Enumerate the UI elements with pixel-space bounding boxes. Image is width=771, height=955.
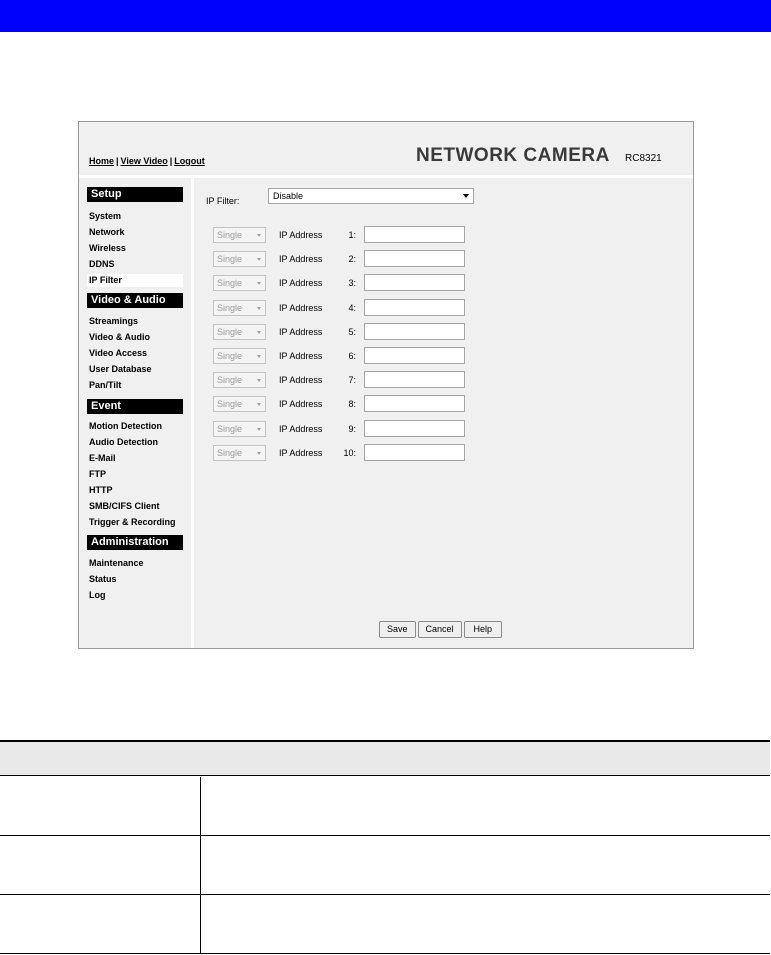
ip-address-number: 7: (348, 375, 356, 386)
chevron-down-icon (257, 258, 261, 261)
model-number: RC8321 (625, 153, 662, 164)
ip-address-label: IP Address (279, 230, 323, 240)
ip-address-input[interactable] (364, 420, 465, 437)
cancel-button[interactable]: Cancel (418, 621, 462, 638)
sidebar-item-smb-cifs-client[interactable]: SMB/CIFS Client (89, 501, 160, 511)
save-button[interactable]: Save (379, 621, 416, 638)
ip-mode-select[interactable] (213, 227, 266, 243)
sidebar-section-video-audio: Video & Audio (87, 293, 183, 308)
ip-address-number: 9: (348, 423, 356, 434)
sidebar-item-pan-tilt[interactable]: Pan/Tilt (89, 380, 122, 390)
form-buttons (379, 619, 504, 638)
column-divider (200, 895, 201, 954)
logout-link[interactable]: Logout (174, 156, 205, 166)
sidebar-item-video-audio[interactable]: Video & Audio (89, 332, 151, 342)
ip-address-label: IP Address (279, 375, 323, 386)
ip-mode-select[interactable] (213, 445, 266, 461)
ip-mode-select[interactable] (213, 324, 266, 340)
document-title-bar (0, 0, 771, 32)
chevron-down-icon (463, 194, 469, 198)
sidebar-item-email[interactable]: E-Mail (89, 453, 116, 463)
sidebar-item-streamings[interactable]: Streamings (89, 316, 139, 326)
ip-mode-value: Single (217, 254, 243, 265)
ip-address-number: 4: (348, 302, 356, 313)
sidebar-item-motion-detection[interactable]: Motion Detection (89, 421, 162, 431)
ip-address-number: 3: (348, 278, 356, 289)
sidebar-item-video-access[interactable]: Video Access (89, 348, 148, 358)
ip-address-number: 10: (343, 447, 356, 458)
nav-separator: | (116, 156, 119, 166)
ip-address-input[interactable] (364, 323, 465, 340)
ip-address-input[interactable] (364, 274, 465, 291)
ip-filter-label: IP Filter: (206, 196, 240, 206)
sidebar-item-user-database[interactable]: User Database (89, 364, 152, 374)
help-button[interactable]: Help (464, 621, 503, 638)
ip-mode-value: Single (217, 278, 243, 289)
chevron-down-icon (257, 355, 261, 358)
top-nav-links (89, 156, 205, 166)
ip-address-row (194, 299, 694, 317)
ip-address-input[interactable] (364, 299, 465, 316)
column-divider (200, 836, 201, 895)
ip-address-number: 5: (348, 326, 356, 337)
table-row (0, 836, 770, 895)
ip-mode-select[interactable] (213, 372, 266, 388)
sidebar-item-ddns[interactable]: DDNS (89, 259, 115, 269)
sidebar-item-audio-detection[interactable]: Audio Detection (89, 437, 158, 447)
ip-filter-value: Disable (273, 191, 304, 201)
sidebar-item-network[interactable]: Network (89, 227, 125, 237)
sidebar-item-wireless[interactable]: Wireless (89, 243, 126, 253)
ip-mode-value: Single (217, 230, 243, 240)
ip-mode-value: Single (217, 399, 243, 410)
chevron-down-icon (257, 331, 261, 334)
table-header-row (0, 740, 770, 776)
ip-address-input[interactable] (364, 226, 465, 243)
ip-mode-select[interactable] (213, 421, 266, 437)
ip-address-row (194, 274, 694, 292)
camera-web-ui (78, 121, 694, 649)
chevron-down-icon (257, 428, 261, 431)
chevron-down-icon (257, 234, 261, 237)
ip-address-number: 8: (348, 399, 356, 410)
ip-address-label: IP Address (279, 326, 323, 337)
ip-address-input[interactable] (364, 444, 465, 461)
ip-address-input[interactable] (364, 395, 465, 412)
ip-mode-value: Single (217, 423, 243, 434)
ip-address-number: 2: (348, 254, 356, 265)
table-row (0, 777, 770, 836)
ip-mode-select[interactable] (213, 300, 266, 316)
ip-address-label: IP Address (279, 423, 323, 434)
ip-address-label: IP Address (279, 278, 323, 289)
brand-title: NETWORK CAMERA (416, 145, 610, 166)
ip-address-row (194, 323, 694, 341)
ip-address-row (194, 395, 694, 413)
ip-address-row (194, 347, 694, 365)
ip-address-row (194, 371, 694, 389)
sidebar-item-http[interactable]: HTTP (89, 485, 113, 495)
sidebar-item-status[interactable]: Status (89, 574, 117, 584)
ip-mode-select[interactable] (213, 251, 266, 267)
chevron-down-icon (257, 403, 261, 406)
sidebar-item-log[interactable]: Log (89, 590, 106, 600)
ip-address-label: IP Address (279, 399, 323, 410)
chevron-down-icon (257, 379, 261, 382)
table-row (0, 895, 770, 954)
sidebar-item-maintenance[interactable]: Maintenance (89, 558, 144, 568)
ip-address-input[interactable] (364, 347, 465, 364)
view-video-link[interactable]: View Video (120, 156, 168, 166)
sidebar-section-setup: Setup (87, 187, 183, 202)
ip-mode-select[interactable] (213, 275, 266, 291)
ip-address-input[interactable] (364, 250, 465, 267)
ip-address-label: IP Address (279, 447, 323, 458)
ip-mode-value: Single (217, 326, 243, 337)
sidebar-section-administration: Administration (87, 535, 183, 550)
sidebar-item-system[interactable]: System (89, 211, 122, 221)
sidebar-item-trigger-recording[interactable]: Trigger & Recording (89, 517, 176, 527)
chevron-down-icon (257, 307, 261, 310)
ip-address-row (194, 250, 694, 268)
ip-filter-select[interactable] (268, 188, 474, 204)
ip-address-label: IP Address (279, 302, 323, 313)
ip-mode-value: Single (217, 375, 243, 386)
ip-mode-select[interactable] (213, 396, 266, 412)
ip-address-label: IP Address (279, 351, 323, 361)
ip-address-row (194, 226, 694, 244)
sidebar-item-ip-filter[interactable]: IP Filter (87, 274, 183, 287)
sidebar-section-event: Event (87, 399, 183, 414)
ip-address-input[interactable] (364, 371, 465, 388)
ip-filter-panel (194, 178, 694, 649)
ip-mode-value: Single (217, 447, 243, 458)
ip-address-number: 6: (348, 351, 356, 361)
ip-address-row (194, 444, 694, 462)
ip-mode-value: Single (217, 302, 243, 313)
ip-address-number: 1: (348, 230, 356, 240)
ip-address-row (194, 420, 694, 438)
home-link[interactable]: Home (89, 156, 115, 166)
nav-separator: | (169, 156, 173, 166)
chevron-down-icon (257, 282, 261, 285)
sidebar-item-ftp[interactable]: FTP (89, 469, 106, 479)
ip-mode-value: Single (217, 351, 243, 361)
column-divider (200, 777, 201, 836)
ip-address-label: IP Address (279, 254, 323, 265)
ip-mode-select[interactable] (213, 348, 266, 364)
chevron-down-icon (257, 452, 261, 455)
